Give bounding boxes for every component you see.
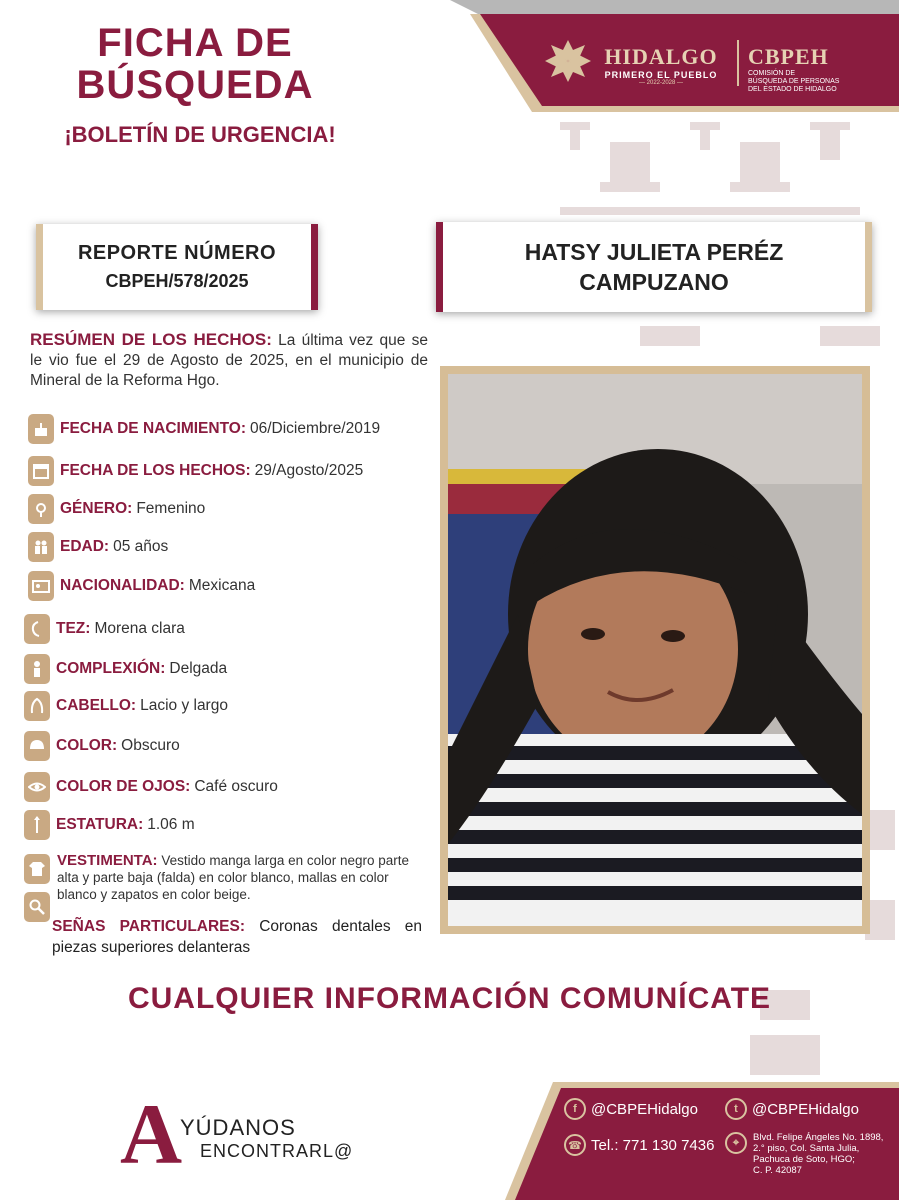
field-hair-color: COLOR: Obscuro — [24, 731, 180, 761]
photo-frame — [440, 366, 870, 934]
people-icon — [28, 532, 54, 562]
clothing-text: Vestido manga larga en color negro parte alta y parte baja (falda) en color blanco, mallas en color blanco y zapatos en color beige. — [57, 853, 409, 902]
hidalgo-logo-text: HIDALGO PRIMERO EL PUEBLO — 2022-2028 — — [604, 44, 718, 86]
location-pin-icon: ⌖ — [725, 1132, 747, 1154]
campaign-line2: ENCONTRARL@ — [200, 1141, 354, 1161]
summary-section — [30, 330, 428, 391]
ruler-icon — [24, 810, 50, 840]
field-birthdate: FECHA DE NACIMIENTO: 06/Diciembre/2019 — [28, 414, 380, 444]
hair-color-icon — [24, 731, 50, 761]
eye-icon — [24, 772, 50, 802]
report-number: CBPEH/578/2025 — [105, 271, 249, 291]
gender-icon — [28, 494, 54, 524]
campaign-logo — [120, 1086, 380, 1182]
decorative-bird-pattern — [540, 112, 880, 222]
person-name-box — [436, 222, 872, 312]
hair-icon — [24, 691, 50, 721]
field-gender: GÉNERO: Femenino — [28, 494, 205, 524]
marks-text: Coronas dentales en piezas superiores delanteras — [52, 918, 422, 956]
distinctive-marks-section — [52, 916, 422, 958]
call-to-action: CUALQUIER INFORMACIÓN COMUNÍCATE — [127, 982, 772, 1015]
cbpeh-logo-text: CBPEH COMISIÓN DE BÚSQUEDA DE PERSONAS DEL ESTADO DE HIDALGO — [748, 44, 840, 93]
field-nationality: NACIONALIDAD: Mexicana — [28, 571, 255, 601]
summary-label: RESÚMEN DE LOS HECHOS: — [30, 330, 272, 349]
clothing-label: VESTIMENTA: — [57, 852, 158, 869]
field-skin-tone: TEZ: Morena clara — [24, 614, 185, 644]
marks-label: SEÑAS PARTICULARES: — [52, 918, 246, 935]
decorative-pattern-small — [640, 316, 880, 356]
facebook-link[interactable]: f @CBPEHidalgo — [564, 1098, 698, 1120]
calendar-icon — [28, 456, 54, 486]
twitter-link[interactable]: t @CBPEHidalgo — [725, 1098, 859, 1120]
title-line-1: FICHA DE — [97, 21, 293, 65]
body-icon — [24, 654, 50, 684]
phone-icon: ☎ — [564, 1134, 586, 1156]
summary-text: La última vez que se le vio fue el 29 de Agosto de 2025, en el municipio de Mineral de la Reforma Hgo. — [30, 332, 428, 389]
campaign-letter: A — [120, 1086, 183, 1182]
phone-link[interactable]: ☎ Tel.: 771 130 7436 — [564, 1134, 714, 1156]
face-profile-icon — [24, 614, 50, 644]
urgency-subtitle: ¡BOLETÍN DE URGENCIA! — [64, 122, 336, 147]
clothing-section — [24, 852, 426, 903]
hidalgo-star-icon — [543, 38, 593, 84]
facebook-icon: f — [564, 1098, 586, 1120]
field-hair: CABELLO: Lacio y largo — [24, 691, 228, 721]
logo-divider — [737, 40, 739, 86]
cake-icon — [28, 414, 54, 444]
id-card-icon — [28, 571, 54, 601]
field-event-date: FECHA DE LOS HECHOS: 29/Agosto/2025 — [28, 456, 363, 486]
field-height: ESTATURA: 1.06 m — [24, 810, 195, 840]
page-title — [30, 22, 360, 106]
address-block: ⌖ Blvd. Felipe Ángeles No. 1898, 2.° piso, Col. Santa Julia, Pachuca de Soto, HGO; C. P. 42087 — [725, 1132, 883, 1176]
campaign-line1: YÚDANOS — [180, 1115, 296, 1140]
person-name: HATSY JULIETA PERÉZ CAMPUZANO — [524, 239, 784, 295]
report-label: REPORTE NÚMERO — [77, 242, 277, 264]
missing-person-photo — [448, 374, 862, 926]
report-number-box — [36, 224, 318, 310]
field-age: EDAD: 05 años — [28, 532, 168, 562]
twitter-icon: t — [725, 1098, 747, 1120]
field-eye-color: COLOR DE OJOS: Café oscuro — [24, 772, 278, 802]
title-line-2: BÚSQUEDA — [76, 63, 314, 107]
field-build: COMPLEXIÓN: Delgada — [24, 654, 227, 684]
